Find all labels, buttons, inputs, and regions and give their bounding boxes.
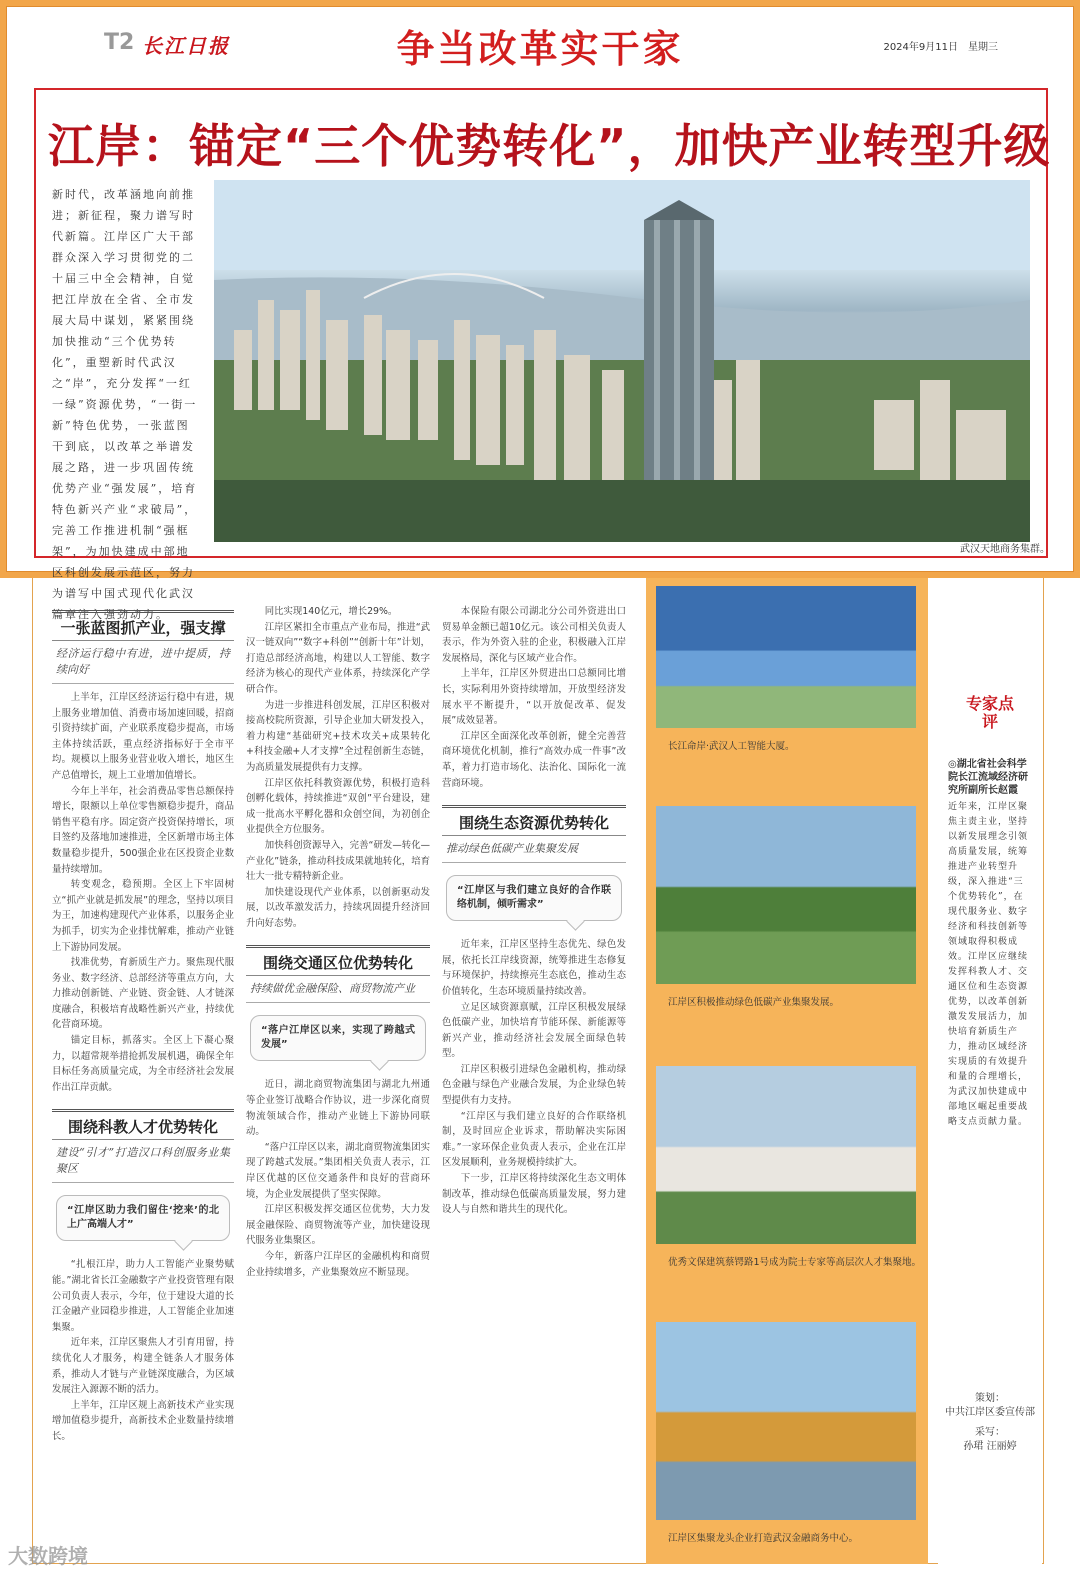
issue-date: 2024年9月11日 星期三 [883, 42, 998, 53]
watermark: 大数跨境 [8, 1544, 88, 1568]
masthead-logo: 长江日报 [142, 34, 230, 58]
credit-plan: 中共江岸区委宣传部 [945, 1407, 1035, 1418]
paragraph: 本保险有限公司湖北分公司外资进出口贸易单金额已超10亿元。该公司相关负责人表示，作为外资入驻的企业，积极融入江岸发展格局，深化与区域产业合作。 [442, 606, 626, 664]
paragraph: 立足区域资源禀赋，江岸区积极发展绿色低碳产业，加快培育节能环保、新能源等新兴产业，推动经济社会发展全面绿色转型。 [442, 1001, 626, 1060]
credits [940, 1392, 1040, 1454]
article-column-2 [246, 604, 430, 1560]
paragraph: 近年来，江岸区坚持生态优先、绿色发展，依托长江岸线资源，统筹推进生态修复与环境保护，持续擦亮生态底色，推动生态价值转化，生态环境质量持续改善。 [442, 939, 626, 997]
paragraph: 上半年，江岸区经济运行稳中有进，规上服务业增加值、消费市场加速回暖，招商引资持续扩面，产业联系度稳步提高，市场主体持续活跃，重点经济指标好于全市平均。规模以上服务业营业收入增长，地区生产总值增长，规上工业增加值增长。 [52, 692, 234, 781]
paragraph: 下一步，江岸区将持续深化生态文明体制改革，推动绿色低碳高质量发展，努力建设人与自然和谐共生的现代化。 [442, 1173, 626, 1216]
hero-skyline-illustration [214, 180, 1030, 542]
paragraph: 近日，湖北商贸物流集团与湖北九州通等企业签订战略合作协议，进一步深化商贸物流领域合作，推动产业链上下游协同联动。 [246, 1079, 430, 1138]
paragraph: 转变观念，稳预期。全区上下牢固树立“抓产业就是抓发展”的理念，坚持以项目为王，加速构建现代产业体系，以服务企业为抓手，切实为企业排忧解难，推动产业链上下游协同发展。 [52, 879, 234, 953]
paragraph: 近年来，江岸区聚焦人才引育用留，持续优化人才服务，构建全链条人才服务体系，推动人才链与产业链深度融合，为区域发展注入源源不断的活力。 [52, 1337, 234, 1396]
paragraph: 江岸区积极引进绿色金融机构，推动绿色金融与绿色产业融合发展，为企业绿色转型提供有力支持。 [442, 1063, 626, 1107]
paragraph: 江岸区依托科教资源优势，积极打造科创孵化载体，持续推进“双创”平台建设，建成一批高水平孵化器和众创空间，为初创企业提供全方位服务。 [246, 777, 430, 836]
paragraph: 加快建设现代产业体系，以创新驱动发展，以改革激发活力，持续巩固提升经济回升向好态势。 [246, 886, 430, 929]
photo-ai-tower [656, 586, 916, 728]
photo-caption: 江岸区集聚龙头企业打造武汉金融商务中心。 [668, 1533, 859, 1544]
pull-quote-ecology: “江岸区与我们建立良好的合作联络机制，倾听需求” [446, 875, 622, 921]
expert-comment-text: 近年来，江岸区聚焦主责主业，坚持以新发展理念引领高质量发展，统筹推进产业转型升级，深入推进“三个优势转化”，在现代服务业、数字经济和科技创新等领域取得积极成效。江岸区应继续发挥科教人才、交通区位和生态资源优势，以改革创新激发发展活力，加快培育新质生产力，推动区域经济实现质的有效提升和量的合理增长，为武汉加快建成中部地区崛起重要战略支点贡献力量。 [948, 802, 1029, 1127]
section-subtitle-transport: 持续做优金融保险、商贸物流产业 [246, 976, 430, 1003]
credit-write: 孙珺 汪丽婷 [963, 1441, 1017, 1452]
photo-caption: 长江命岸·武汉人工智能大厦。 [668, 741, 795, 752]
section-title-blueprint: 一张蓝图抓产业，强支撑 [52, 610, 234, 641]
article-column-3 [442, 604, 626, 1560]
section-title-ecology: 围绕生态资源优势转化 [442, 805, 626, 836]
photo-caption: 江岸区积极推动绿色低碳产业集聚发展。 [668, 997, 840, 1008]
credit-write-label: 采写： [975, 1427, 1005, 1438]
paragraph: 同比实现140亿元，增长29%。 [264, 606, 398, 617]
paragraph: 加快科创资源导入，完善“研发—转化—产业化”链条，推动科技成果就地转化，培育壮大一批专精特新企业。 [246, 839, 430, 883]
photo-caption: 优秀文保建筑蔡锷路1号成为院士专家等高层次人才集聚地。 [668, 1257, 922, 1268]
section-title-transport: 围绕交通区位优势转化 [246, 945, 430, 976]
paragraph: 江岸区积极发挥交通区位优势，大力发展金融保险、商贸物流等产业，加快建设现代服务业集聚区。 [246, 1204, 430, 1247]
paragraph: 上半年，江岸区外贸进出口总额同比增长，实际利用外资持续增加，开放型经济发展水平不断提升，“以开放促改革、促发展”成效显著。 [442, 668, 626, 727]
intro-paragraph: 新时代，改革涵地向前推进；新征程，聚力谱写时代新篇。江岸区广大干部群众深入学习贯彻党的二十届三中全会精神，自觉把江岸放在全省、全市发展大局中谋划，紧紧围绕加快推动“三个优势转化”，重塑新时代武汉之“岸”，充分发挥“一红一绿”资源优势，“一街一新”特色优势，一张蓝图干到底，以改革之举谱发展之路，进一步巩固传统优势产业“强发展”，培育特色新兴产业“求破局”，完善工作推进机制“强框架”，为加快建成中部地区科创发展示范区，努力为谱写中国式现代化武汉篇章注入强劲动力。 [52, 188, 198, 621]
paragraph: 为进一步推进科创发展，江岸区积极对接高校院所资源，引导企业加大研发投入，着力构建“基础研究+技术攻关+成果转化+科技金融+人才支撑”全过程创新生态链，为高质量发展提供有力支撑。 [246, 699, 430, 773]
paragraph: 江岸区紧扣全市重点产业布局，推进“武汉一链双向”“数字+科创”“创新十年”计划，打造总部经济高地，构建以人工智能、数字经济为核心的现代产业体系，持续深化产学研合作。 [246, 621, 430, 695]
paragraph: “扎根江岸，助力人工智能产业聚势赋能。”湖北省长江金融数字产业投资管理有限公司负责人表示，今年，位于建设大道的长江金融产业园稳步推进，人工智能企业加速集聚。 [52, 1259, 234, 1333]
photo-heritage-building [656, 1066, 916, 1244]
paragraph: 上半年，江岸区规上高新技术产业实现增加值稳步提升，高新技术企业数量持续增长。 [52, 1399, 234, 1442]
pull-quote-transport: “落户江岸区以来，实现了跨越式发展” [250, 1015, 426, 1061]
hero-photo [214, 180, 1030, 542]
section-subtitle-blueprint: 经济运行稳中有进，进中提质，持续向好 [52, 641, 234, 684]
photo-financial-center [656, 1322, 916, 1520]
page-tag: T2 [104, 30, 135, 55]
paragraph: 找准优势，育新质生产力。聚焦现代服务业、数字经济、总部经济等重点方向，大力推动创新链、产业链、资金链、人才链深度融合，积极培育战略性新兴产业，持续优化营商环境。 [52, 957, 234, 1031]
paragraph: “落户江岸区以来，湖北商贸物流集团实现了跨越式发展。”集团相关负责人表示，江岸区优越的区位交通条件和良好的营商环境，为企业发展提供了坚实保障。 [246, 1141, 430, 1200]
expert-comment-title: 专家点评 [965, 694, 1014, 731]
hero-caption: 武汉天地商务集群。 [960, 544, 1050, 555]
column-title: 争当改革实干家 [396, 26, 684, 71]
paragraph: 江岸区全面深化改革创新，健全完善营商环境优化机制，推行“高效办成一件事”改革，着力打造市场化、法治化、国际化一流营商环境。 [442, 730, 626, 789]
paragraph: “江岸区与我们建立良好的合作联络机制，及时回应企业诉求，帮助解决实际困难。”一家环保企业负责人表示，企业在江岸区发展顺利，业务规模持续扩大。 [442, 1110, 626, 1169]
credit-plan-label: 策划： [975, 1393, 1005, 1404]
paragraph: 今年上半年，社会消费品零售总额保持增长，限额以上单位零售额稳步提升，商品销售平稳有序。固定资产投资保持增长，项目签约及落地加速推进，全区新增市场主体数量稳步提升，500强企业在区投资企业数量持续增加。 [52, 785, 234, 875]
section-subtitle-talent: 建设“引才”打造汉口科创服务业集聚区 [52, 1140, 234, 1183]
article-column-1 [52, 610, 234, 1560]
section-subtitle-ecology: 推动绿色低碳产业集聚发展 [442, 836, 626, 863]
photo-green-riverside [656, 806, 916, 984]
page-headline: 江岸：锚定“三个优势转化”，加快产业转型升级 [48, 119, 1051, 173]
paragraph: 锚定目标，抓落实。全区上下凝心聚力，以超常规举措抢抓发展机遇，确保全年目标任务高质量完成，为全市经济社会发展作出江岸贡献。 [52, 1035, 234, 1093]
paragraph: 今年，新落户江岸区的金融机构和商贸企业持续增多，产业集聚效应不断显现。 [246, 1251, 430, 1278]
expert-byline: ◎湖北省社会科学院长江流域经济研究所副所长赵霞 [948, 759, 1028, 796]
pull-quote-talent: “江岸区助力我们留住‘挖来’的北上广高端人才” [56, 1195, 230, 1241]
section-title-talent: 围绕科教人才优势转化 [52, 1109, 234, 1140]
